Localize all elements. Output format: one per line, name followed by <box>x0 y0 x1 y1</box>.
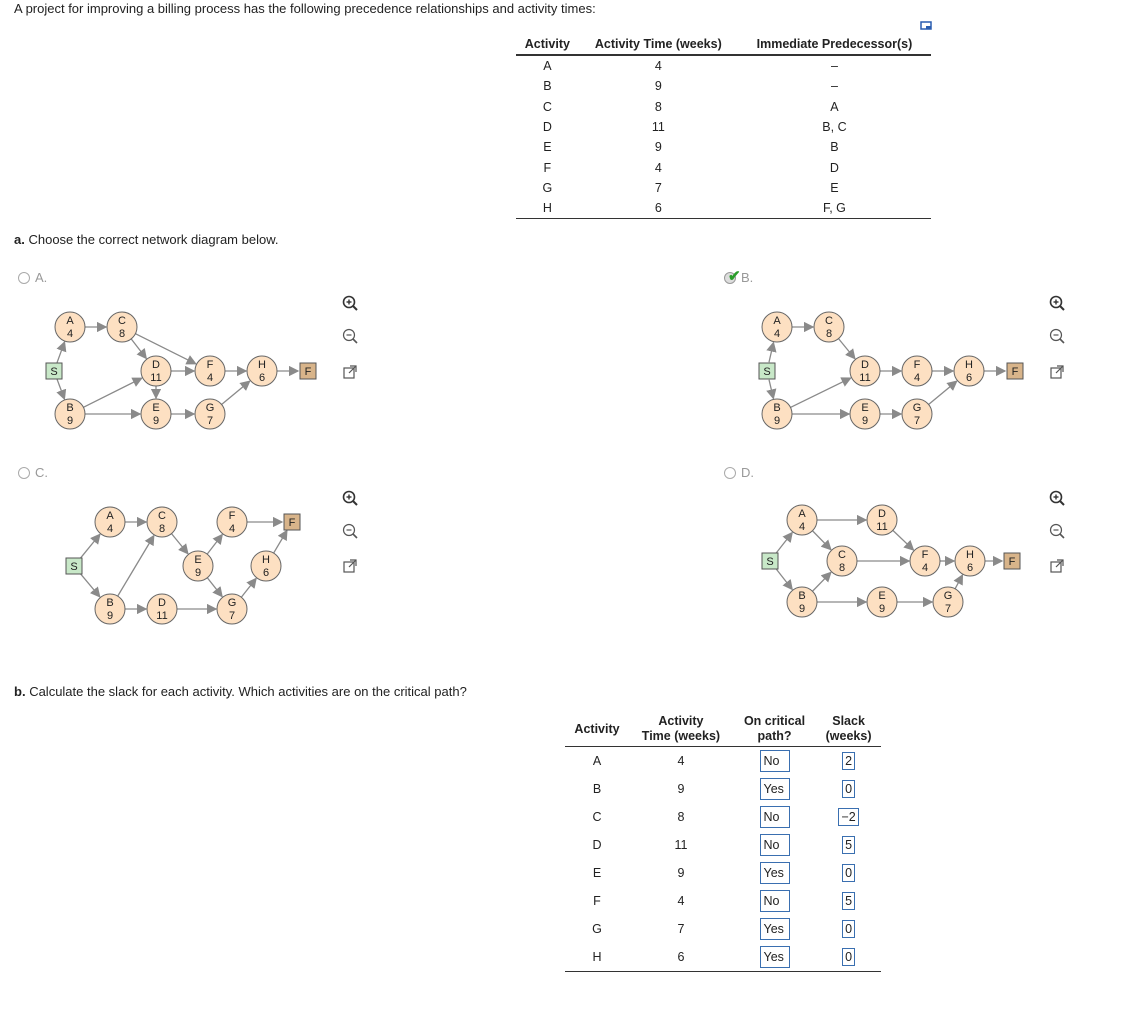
activity-node <box>195 399 225 429</box>
precedence-cell: G <box>542 180 553 195</box>
zoom-in-icon[interactable] <box>342 490 358 506</box>
svg-text:D: D <box>158 597 166 609</box>
critical-answer[interactable]: No <box>760 890 790 912</box>
activity-cell: B <box>592 782 602 796</box>
edge-H-F <box>274 531 287 553</box>
critical-answer[interactable]: Yes <box>760 946 790 968</box>
open-external-icon[interactable] <box>1049 364 1065 380</box>
edge-G-H <box>222 381 250 404</box>
svg-text:F: F <box>1008 556 1016 568</box>
edge-S-B <box>776 568 793 589</box>
table-row <box>516 157 931 177</box>
svg-text:E: E <box>861 402 869 414</box>
svg-text:F: F <box>228 510 236 522</box>
edge-A-C <box>812 531 830 550</box>
question-a-text: Choose the correct network diagram below. <box>28 232 279 247</box>
svg-text:C: C <box>158 510 166 522</box>
edge-B-C <box>812 572 830 591</box>
svg-text:6: 6 <box>965 372 973 384</box>
svg-text:7: 7 <box>913 415 921 427</box>
slack-answer[interactable]: 0 <box>842 864 855 882</box>
svg-text:C: C <box>825 315 833 327</box>
slack-header-3: Slack (weeks) <box>816 712 881 747</box>
activity-cell: D <box>592 838 602 852</box>
svg-text:7: 7 <box>944 603 952 615</box>
table-row <box>516 137 931 157</box>
activity-cell: C <box>592 810 602 824</box>
option-a[interactable] <box>18 270 47 285</box>
activity-node <box>827 546 857 576</box>
svg-text:9: 9 <box>152 415 160 427</box>
svg-text:8: 8 <box>825 328 833 340</box>
critical-cell <box>733 831 816 859</box>
activity-node <box>787 505 817 535</box>
critical-answer[interactable]: Yes <box>760 862 790 884</box>
svg-text:A: A <box>66 315 74 327</box>
precedence-header-2: Immediate Predecessor(s) <box>738 34 931 55</box>
slack-answer[interactable]: 0 <box>842 920 855 938</box>
open-external-icon[interactable] <box>342 364 358 380</box>
start-node <box>46 363 62 379</box>
critical-cell <box>733 887 816 915</box>
table-row <box>516 55 931 76</box>
zoom-out-icon[interactable] <box>342 328 358 344</box>
time-cell: 7 <box>677 922 685 936</box>
activity-node <box>147 594 177 624</box>
svg-text:G: G <box>912 402 922 414</box>
svg-text:F: F <box>304 366 312 378</box>
precedence-cell: 6 <box>579 198 738 219</box>
svg-text:B: B <box>106 597 114 609</box>
svg-text:4: 4 <box>66 328 74 340</box>
edge-S-A <box>769 343 773 363</box>
activity-node <box>762 312 792 342</box>
precedence-cell: H <box>516 198 579 219</box>
precedence-cell: C <box>542 99 552 114</box>
critical-cell <box>733 747 816 776</box>
slack-answer[interactable]: 0 <box>842 780 855 798</box>
slack-answer[interactable]: −2 <box>838 808 858 826</box>
activity-node <box>55 312 85 342</box>
svg-text:4: 4 <box>921 562 929 574</box>
table-row <box>565 943 881 972</box>
table-row <box>516 97 931 117</box>
precedence-cell: 9 <box>654 79 662 94</box>
network-diagram-a <box>40 300 330 440</box>
activity-node <box>867 587 897 617</box>
svg-text:6: 6 <box>262 567 270 579</box>
network-diagram-c <box>40 495 330 635</box>
critical-answer[interactable]: No <box>760 834 790 856</box>
time-cell: 9 <box>677 782 685 796</box>
precedence-cell: 7 <box>654 180 662 195</box>
critical-cell <box>733 775 816 803</box>
activity-node <box>141 356 171 386</box>
activity-node <box>902 399 932 429</box>
table-row <box>565 887 881 915</box>
slack-cell <box>816 803 881 831</box>
activity-node <box>141 399 171 429</box>
svg-text:A: A <box>773 315 781 327</box>
slack-cell <box>816 831 881 859</box>
svg-text:7: 7 <box>206 415 214 427</box>
edge-C-D <box>131 339 146 358</box>
activity-node <box>107 312 137 342</box>
svg-text:9: 9 <box>878 603 886 615</box>
question-a-letter: a. <box>14 232 25 247</box>
svg-text:4: 4 <box>773 328 781 340</box>
activity-node <box>251 551 281 581</box>
svg-text:8: 8 <box>158 523 166 535</box>
time-cell: 9 <box>677 866 685 880</box>
svg-text:C: C <box>118 315 126 327</box>
activity-node <box>95 507 125 537</box>
zoom-out-icon[interactable] <box>1049 328 1065 344</box>
question-b-letter: b. <box>14 684 26 699</box>
svg-text:S: S <box>50 366 58 378</box>
svg-text:11: 11 <box>876 521 888 533</box>
svg-text:F: F <box>206 359 214 371</box>
table-row <box>565 747 881 776</box>
activity-node <box>217 507 247 537</box>
precedence-cell: E <box>830 180 839 195</box>
critical-answer[interactable]: Yes <box>760 778 790 800</box>
critical-cell <box>733 943 816 972</box>
activity-node <box>183 551 213 581</box>
svg-text:11: 11 <box>156 610 168 622</box>
precedence-cell: 4 <box>654 59 662 74</box>
svg-text:S: S <box>766 556 774 568</box>
svg-text:4: 4 <box>798 521 806 533</box>
problem-intro: A project for improving a billing process has the following precedence relationships and activity times: <box>14 1 596 16</box>
question-b <box>14 684 467 699</box>
slack-cell <box>816 943 881 972</box>
option-a-label: A. <box>35 270 48 285</box>
svg-text:B: B <box>773 402 781 414</box>
critical-answer[interactable]: No <box>760 806 790 828</box>
svg-text:E: E <box>152 402 160 414</box>
option-d[interactable] <box>724 465 754 480</box>
svg-text:9: 9 <box>106 610 114 622</box>
edge-C-E <box>171 534 187 554</box>
svg-text:4: 4 <box>206 372 214 384</box>
critical-cell <box>733 803 816 831</box>
slack-cell <box>816 915 881 943</box>
zoom-in-icon[interactable] <box>1049 490 1065 506</box>
option-c[interactable] <box>18 465 48 480</box>
activity-node <box>954 356 984 386</box>
activity-node <box>814 312 844 342</box>
svg-text:H: H <box>258 359 266 371</box>
svg-text:9: 9 <box>798 603 806 615</box>
svg-text:S: S <box>70 561 78 573</box>
table-row <box>565 775 881 803</box>
svg-text:F: F <box>913 359 921 371</box>
critical-answer[interactable]: Yes <box>760 918 790 940</box>
precedence-cell: E <box>543 140 552 155</box>
question-b-text: Calculate the slack for each activity. Which activities are on the critical path? <box>29 684 467 699</box>
edge-S-A <box>57 342 64 363</box>
svg-text:S: S <box>763 366 771 378</box>
edge-B-D <box>83 378 141 407</box>
svg-text:7: 7 <box>228 610 236 622</box>
option-b-radio[interactable] <box>724 267 741 285</box>
edge-S-B <box>80 573 100 597</box>
slack-cell <box>816 747 881 776</box>
precedence-cell: 4 <box>654 160 662 175</box>
zoom-in-icon[interactable] <box>342 295 358 311</box>
critical-answer[interactable]: No <box>760 750 790 772</box>
svg-text:D: D <box>878 508 886 520</box>
slack-answer[interactable]: 5 <box>842 892 855 910</box>
precedence-header-0: Activity <box>516 34 579 55</box>
table-row <box>565 831 881 859</box>
edge-B-D <box>790 378 850 407</box>
activity-node <box>933 587 963 617</box>
svg-text:H: H <box>965 359 973 371</box>
slack-answer[interactable]: 5 <box>842 836 855 854</box>
option-b[interactable] <box>724 267 754 285</box>
svg-text:B: B <box>798 590 806 602</box>
activity-node <box>247 356 277 386</box>
svg-text:C: C <box>838 549 846 561</box>
finish-node <box>300 363 316 379</box>
table-row <box>565 803 881 831</box>
finish-node <box>1007 363 1023 379</box>
open-external-icon[interactable] <box>342 558 358 574</box>
edge-E-G <box>207 578 222 597</box>
svg-text:F: F <box>1011 366 1019 378</box>
precedence-cell: A <box>543 59 552 74</box>
finish-node <box>1004 553 1020 569</box>
start-node <box>762 553 778 569</box>
network-diagram-b <box>745 300 1035 440</box>
activity-cell: A <box>592 754 602 768</box>
table-row <box>565 859 881 887</box>
precedence-cell: D <box>542 120 552 135</box>
question-a <box>14 232 278 247</box>
option-c-label: C. <box>35 465 48 480</box>
svg-text:9: 9 <box>861 415 869 427</box>
svg-text:H: H <box>966 549 974 561</box>
minimize-icon[interactable] <box>920 19 932 34</box>
edge-G-H <box>955 575 962 589</box>
start-node <box>759 363 775 379</box>
activity-cell: E <box>592 866 602 880</box>
table-row <box>516 178 931 198</box>
finish-node <box>284 514 300 530</box>
option-d-label: D. <box>741 465 754 480</box>
svg-text:F: F <box>288 517 296 529</box>
table-row <box>565 915 881 943</box>
edge-S-A <box>776 533 793 554</box>
table-row <box>516 198 931 219</box>
slack-answer[interactable]: 0 <box>842 948 855 966</box>
activity-node <box>910 546 940 576</box>
svg-text:4: 4 <box>228 523 236 535</box>
svg-text:A: A <box>798 508 806 520</box>
critical-cell <box>733 915 816 943</box>
precedence-cell: 8 <box>654 99 662 114</box>
edge-B-C <box>118 536 154 596</box>
precedence-cell: A <box>830 99 839 114</box>
slack-cell <box>816 775 881 803</box>
slack-header-2: On critical path? <box>733 712 816 747</box>
zoom-out-icon[interactable] <box>1049 523 1065 539</box>
precedence-cell: B <box>830 140 839 155</box>
activity-node <box>762 399 792 429</box>
svg-text:9: 9 <box>66 415 74 427</box>
activity-node <box>95 594 125 624</box>
slack-header-1: Activity Time (weeks) <box>629 712 733 747</box>
table-row <box>516 76 931 96</box>
svg-text:E: E <box>878 590 886 602</box>
edge-C-D <box>838 339 854 359</box>
activity-node <box>955 546 985 576</box>
svg-text:G: G <box>227 597 237 609</box>
svg-text:B: B <box>66 402 74 414</box>
zoom-out-icon[interactable] <box>342 523 358 539</box>
activity-node <box>787 587 817 617</box>
network-diagram-d <box>745 495 1035 635</box>
edge-S-A <box>80 534 100 559</box>
option-d-radio[interactable] <box>724 467 736 479</box>
precedence-header-1: Activity Time (weeks) <box>579 34 738 55</box>
edge-G-H <box>929 381 957 404</box>
svg-text:8: 8 <box>118 328 126 340</box>
svg-text:D: D <box>861 359 869 371</box>
svg-text:D: D <box>152 359 160 371</box>
activity-node <box>850 356 880 386</box>
slack-answer[interactable]: 2 <box>842 752 855 770</box>
open-external-icon[interactable] <box>1049 558 1065 574</box>
svg-text:A: A <box>106 510 114 522</box>
time-cell: 11 <box>674 838 688 852</box>
activity-node <box>55 399 85 429</box>
precedence-cell: B, C <box>822 120 847 135</box>
svg-text:H: H <box>262 554 270 566</box>
activity-node <box>850 399 880 429</box>
svg-text:4: 4 <box>913 372 921 384</box>
activity-cell: F <box>593 894 601 908</box>
precedence-cell: 9 <box>654 140 662 155</box>
edge-S-B <box>57 379 64 399</box>
precedence-cell: – <box>830 79 838 94</box>
table-row <box>516 117 931 137</box>
time-cell: 6 <box>629 943 733 972</box>
precedence-cell: D <box>829 160 839 175</box>
option-b-label: B. <box>741 270 754 285</box>
checkmark-icon: ✔ <box>728 267 741 285</box>
svg-text:G: G <box>205 402 215 414</box>
precedence-cell: F, G <box>738 198 931 219</box>
activity-node <box>147 507 177 537</box>
critical-cell <box>733 859 816 887</box>
activity-node <box>867 505 897 535</box>
activity-node <box>195 356 225 386</box>
svg-text:11: 11 <box>150 372 162 384</box>
option-c-radio[interactable] <box>18 467 30 479</box>
start-node <box>66 558 82 574</box>
svg-text:E: E <box>194 554 202 566</box>
svg-text:9: 9 <box>194 567 202 579</box>
svg-text:F: F <box>921 549 929 561</box>
edge-G-H <box>241 579 256 598</box>
svg-text:6: 6 <box>966 562 974 574</box>
edge-D-Fa <box>893 530 914 550</box>
svg-text:8: 8 <box>838 562 846 574</box>
slack-header-0: Activity <box>565 712 629 747</box>
activity-node <box>217 594 247 624</box>
svg-text:G: G <box>943 590 953 602</box>
time-cell: 8 <box>677 810 685 824</box>
time-cell: 4 <box>677 754 685 768</box>
edge-E-Fa <box>207 535 222 554</box>
activity-cell: G <box>592 922 602 936</box>
precedence-cell: F <box>543 160 552 175</box>
slack-cell <box>816 859 881 887</box>
precedence-table <box>516 34 931 219</box>
option-a-radio[interactable] <box>18 272 30 284</box>
slack-cell <box>816 887 881 915</box>
edge-S-B <box>769 380 773 399</box>
activity-node <box>902 356 932 386</box>
precedence-cell: – <box>830 59 838 74</box>
svg-text:4: 4 <box>106 523 114 535</box>
slack-table <box>565 712 881 972</box>
activity-cell: H <box>565 943 629 972</box>
svg-text:9: 9 <box>773 415 781 427</box>
precedence-cell: B <box>543 79 552 94</box>
svg-text:11: 11 <box>859 372 871 384</box>
time-cell: 4 <box>677 894 685 908</box>
svg-text:6: 6 <box>258 372 266 384</box>
zoom-in-icon[interactable] <box>1049 295 1065 311</box>
precedence-cell: 11 <box>651 120 665 135</box>
